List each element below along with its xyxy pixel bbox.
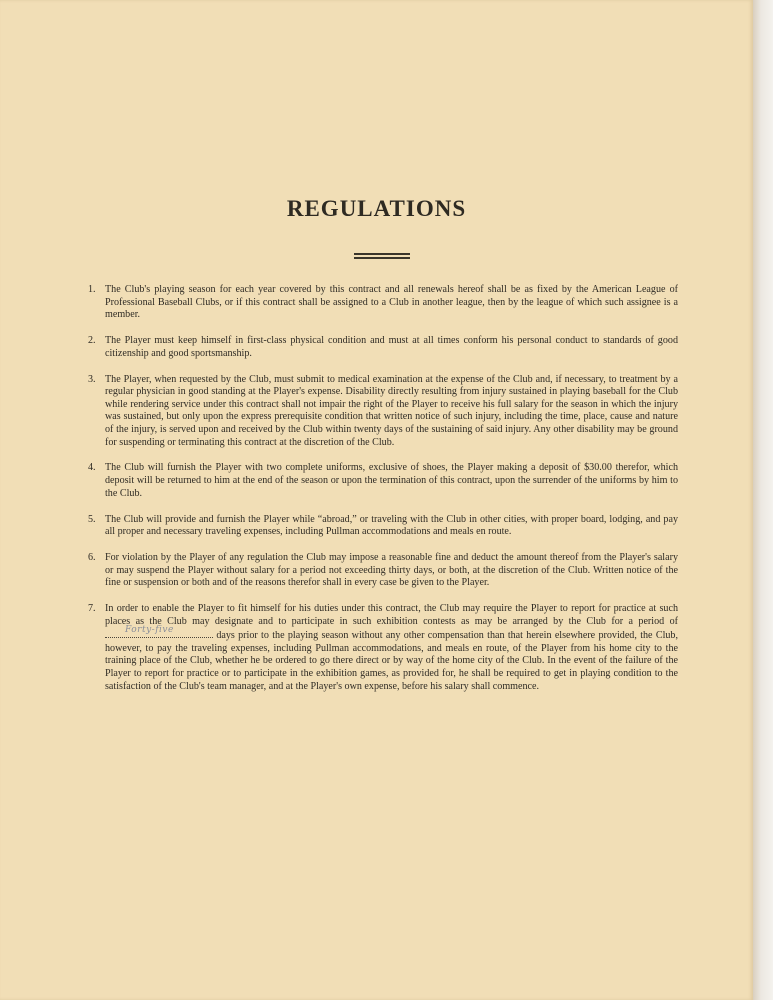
handwritten-period: Forty-five	[125, 625, 174, 636]
page-edge-background	[753, 0, 773, 1000]
regulation-item-2	[88, 335, 678, 360]
regulation-text: The Player must keep himself in first-class physical condition and must at all times conform his personal conduct to standards of good citizenship and good sportsmanship.	[105, 335, 678, 359]
regulation-item-3	[88, 374, 678, 450]
regulation-text-before-blank: In order to enable the Player to fit himself for his duties under this contract, the Club may require the Player to report for practice at such places as the Club may designate and to participate in such exhibition contests as may be arranged by the Club for a period of	[105, 603, 678, 627]
regulations-list	[88, 284, 678, 707]
regulation-number: 6.	[88, 551, 96, 563]
regulation-number: 1.	[88, 284, 96, 295]
regulation-text: The Club will furnish the Player with two complete uniforms, exclusive of shoes, the Player making a deposit of $30.00 therefor, which deposit will be returned to him at the end of the season or upon the termination of this contract, upon the surrender of the uniforms by him to the Club.	[105, 462, 678, 499]
regulation-text: The Club's playing season for each year covered by this contract and all renewals hereof shall be as fixed by the American League of Professional Baseball Clubs, or if this contract shall be assigned to a Club in another league, then by the league of which such assignee is a member.	[105, 284, 678, 321]
regulation-text-after-blank: days prior to the playing season without any other compensation than that herein elsewhere provided, the Club, however, to pay the traveling expenses, including Pullman accommodations, and meals en route, of the Player from his home city to the training place of the Club, whether he be ordered to go there direct or by way of the home city of the Club. In the event of the failure of the Player to report for practice or to participate in the exhibition games, as provided for, he shall be required to get in playing condition to the satisfaction of the Club's team manager, and at the Player's own expense, before his salary shall commence.	[105, 630, 678, 692]
title-rule-lower	[354, 257, 410, 259]
regulation-text: The Player, when requested by the Club, must submit to medical examination at the expense of the Club and, if necessary, to treatment by a regular physician in good standing at the Player's expense. Disability directly resulting from injury sustained in playing baseball for the Club while rendering service under this contract shall not impair the right of the Player to receive his full salary for the season in which the injury was sustained, but only upon the express prerequisite condition that written notice of such injury, including the time, place, cause and nature of the injury, is served upon and received by the Club within twenty days of the sustaining of said injury. Any other disability may be ground for suspending or terminating this contract at the discretion of the Club.	[105, 373, 678, 448]
period-blank-line	[105, 625, 213, 638]
regulation-text: The Club will provide and furnish the Player while “abroad,” or traveling with the Club in other cities, with proper board, lodging, and pay all proper and necessary traveling expenses, including Pullman accommodations and meals en route.	[105, 513, 678, 538]
regulation-item-6	[88, 552, 678, 590]
regulation-text: For violation by the Player of any regulation the Club may impose a reasonable fine and deduct the amount thereof from the Player's salary or may suspend the Player without salary for a period not exceeding thirty days, or both, at the discretion of the Club. Written notice of the fine or suspension or both and of the reasons therefor shall in every case be given to the Player.	[105, 551, 678, 589]
regulation-item-7	[88, 603, 678, 693]
page-title: REGULATIONS	[286, 196, 467, 221]
regulation-item-5	[88, 514, 678, 539]
regulation-item-4	[88, 462, 678, 500]
title-rule-upper	[354, 253, 410, 255]
regulation-number: 2.	[88, 335, 96, 347]
regulation-number: 7.	[88, 603, 96, 615]
regulation-item-1	[88, 284, 678, 322]
regulation-number: 4.	[88, 462, 96, 474]
regulation-number: 5.	[88, 513, 96, 525]
regulation-number: 3.	[88, 373, 96, 385]
